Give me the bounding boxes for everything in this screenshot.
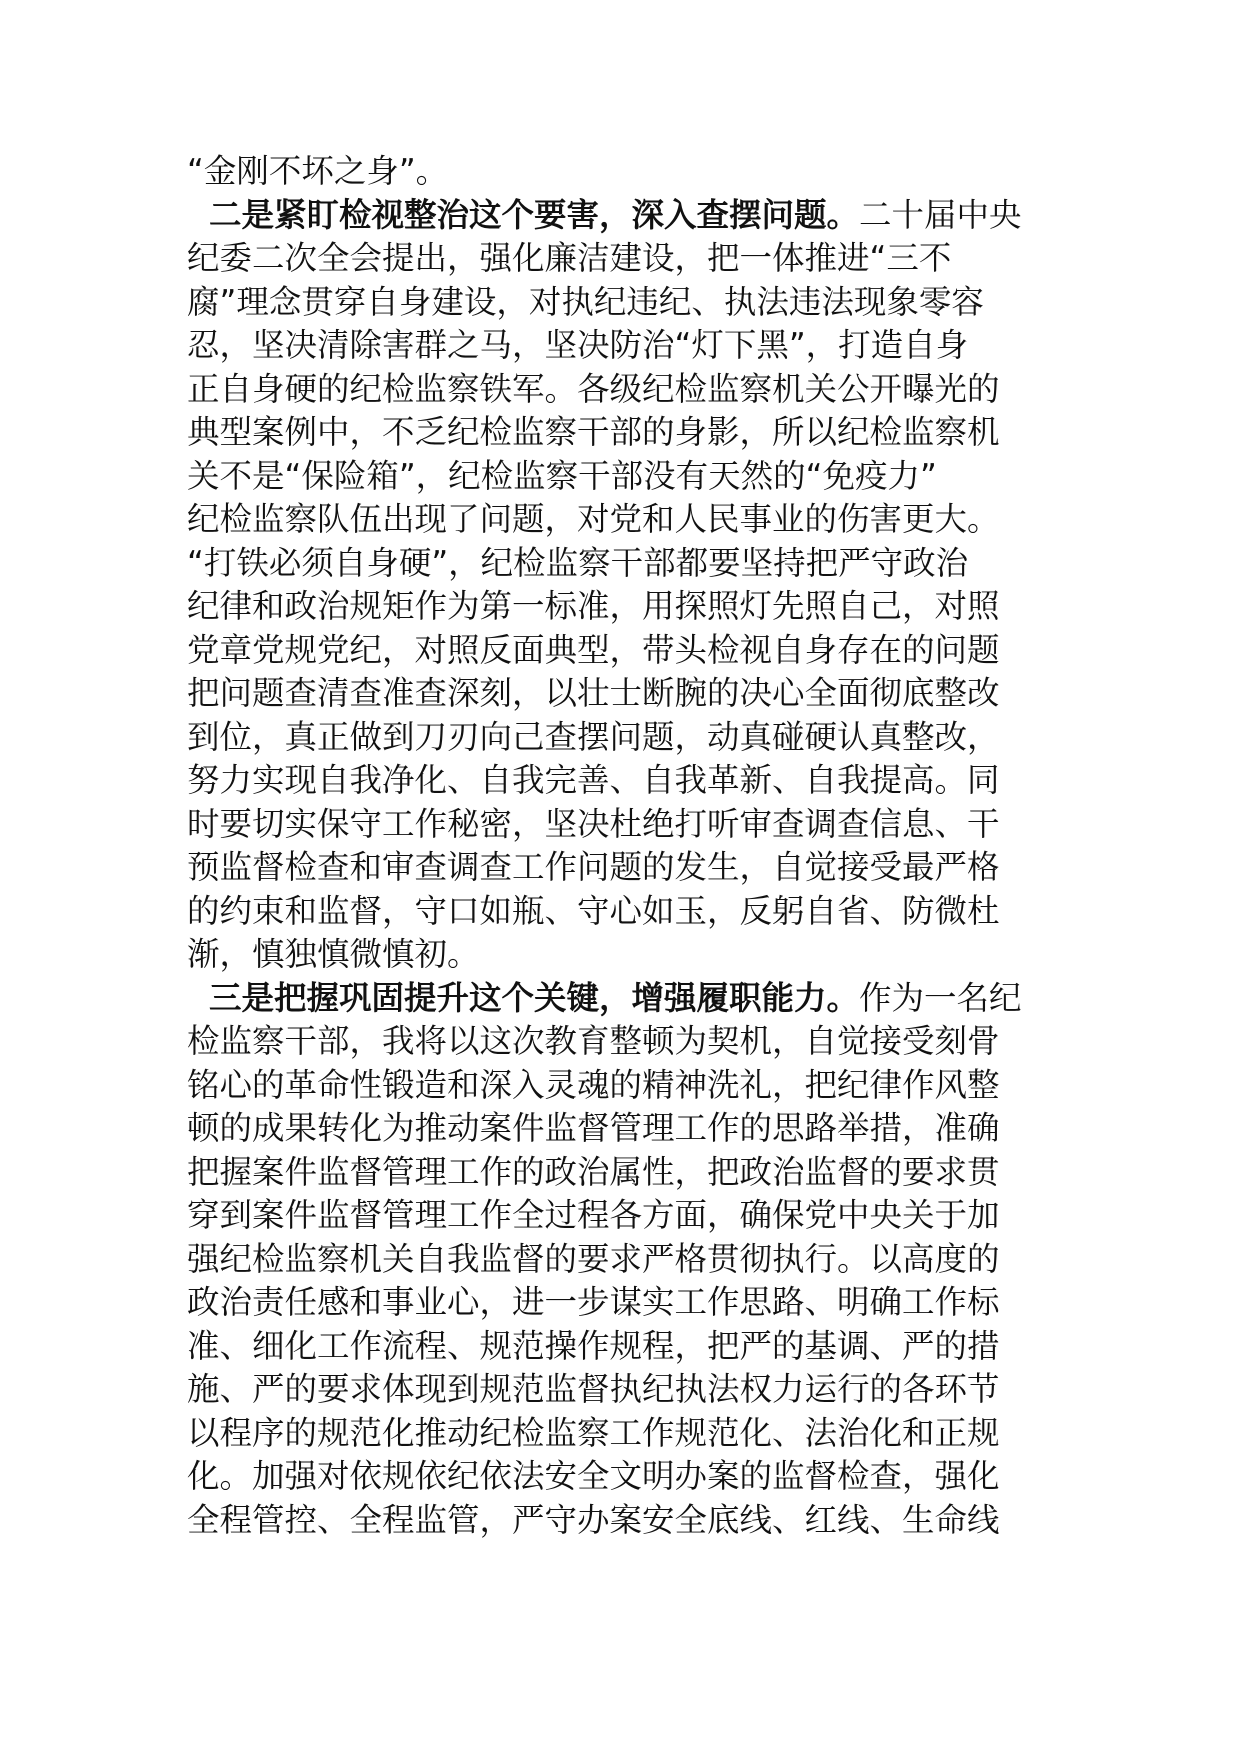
document-body	[187, 150, 1067, 1542]
line-text: “打铁必须自身硬”，纪检监察干部都要坚持把严守政治	[187, 543, 969, 582]
text-line	[187, 411, 1067, 455]
paragraph-2-heading-line	[187, 194, 1067, 238]
text-line	[187, 890, 1067, 934]
text-line	[187, 324, 1067, 368]
text-line	[187, 1281, 1067, 1325]
text-line	[187, 1020, 1067, 1064]
paragraph-3-heading-line	[187, 977, 1067, 1021]
line-text: 施、严的要求体现到规范监督执纪执法权力运行的各环节	[187, 1370, 1000, 1408]
line-text: 正自身硬的纪检监察铁军。各级纪检监察机关公开曝光的	[187, 369, 1000, 408]
text-line	[187, 1107, 1067, 1151]
line-text: 准、细化工作流程、规范操作规程，把严的基调、严的措	[187, 1326, 1000, 1365]
line-text: 顿的成果转化为推动案件监督管理工作的思路举措，准确	[187, 1109, 1000, 1147]
text-line	[187, 1499, 1067, 1543]
line-text: 时要切实保守工作秘密，坚决杜绝打听审查调查信息、干	[187, 804, 1000, 843]
text-line	[187, 498, 1067, 542]
text-line	[187, 846, 1067, 890]
line-text: 党章党规党纪，对照反面典型，带头检视自身存在的问题	[187, 630, 1000, 669]
text-line	[187, 1325, 1067, 1369]
line-text: 全程管控、全程监管，严守办案安全底线、红线、生命线	[187, 1500, 1000, 1539]
line-text: 把握案件监督管理工作的政治属性，把政治监督的要求贯	[187, 1152, 1000, 1191]
text-line	[187, 933, 1067, 977]
line-text: 穿到案件监督管理工作全过程各方面，确保党中央关于加	[187, 1196, 1000, 1234]
line-text: 化。加强对依规依纪依法安全文明办案的监督检查，强化	[187, 1457, 1000, 1495]
line-text: 腐”理念贯穿自身建设，对执纪违纪、执法违法现象零容	[187, 282, 984, 321]
line-text: 作为一名纪	[859, 978, 1022, 1017]
line-text: 忍，坚决清除害群之马，坚决防治“灯下黑”，打造自身	[187, 326, 969, 364]
line-text: 纪检监察队伍出现了问题，对党和人民事业的伤害更大。	[187, 500, 1000, 538]
paragraph-2-heading: 二是紧盯检视整治这个要害，深入查摆问题。	[209, 195, 860, 234]
line-text: 强纪检监察机关自我监督的要求严格贯彻执行。以高度的	[187, 1239, 1000, 1278]
text-line	[187, 1238, 1067, 1282]
text-line	[187, 1455, 1067, 1499]
line-text: 检监察干部，我将以这次教育整顿为契机，自觉接受刻骨	[187, 1022, 1000, 1060]
text-line	[187, 368, 1067, 412]
line-text: 努力实现自我净化、自我完善、自我革新、自我提高。同	[187, 761, 1000, 799]
line-text: “金刚不坏之身”。	[187, 152, 449, 190]
line-text: 到位，真正做到刀刃向己查摆问题，动真碰硬认真整改，	[187, 717, 1000, 756]
line-text: 的约束和监督，守口如瓶、守心如玉，反躬自省、防微杜	[187, 891, 1000, 930]
text-line	[187, 1064, 1067, 1108]
line-text: 纪委二次全会提出，强化廉洁建设，把一体推进“三不	[187, 239, 952, 277]
text-line	[187, 1151, 1067, 1195]
text-line	[187, 629, 1067, 673]
line-text: 政治责任感和事业心，进一步谋实工作思路、明确工作标	[187, 1283, 1000, 1321]
line-text: 典型案例中，不乏纪检监察干部的身影，所以纪检监察机	[187, 413, 1000, 451]
text-line	[187, 1412, 1067, 1456]
text-line	[187, 281, 1067, 325]
text-line	[187, 237, 1067, 281]
line-text: 二十届中央	[859, 195, 1022, 234]
text-line	[187, 585, 1067, 629]
line-text: 把问题查清查准查深刻，以壮士断腕的决心全面彻底整改	[187, 674, 1000, 712]
text-line	[187, 716, 1067, 760]
line-text: 纪律和政治规矩作为第一标准，用探照灯先照自己，对照	[187, 587, 1000, 625]
paragraph-3-heading: 三是把握巩固提升这个关键，增强履职能力。	[209, 978, 860, 1017]
text-line	[187, 759, 1067, 803]
line-text: 预监督检查和审查调查工作问题的发生，自觉接受最严格	[187, 848, 1000, 886]
text-line	[187, 542, 1067, 586]
line-text: 渐，慎独慎微慎初。	[187, 935, 480, 973]
text-line	[187, 1368, 1067, 1412]
line-text: 以程序的规范化推动纪检监察工作规范化、法治化和正规	[187, 1413, 1000, 1452]
line-text: 关不是“保险箱”，纪检监察干部没有天然的“免疫力”	[187, 456, 937, 495]
text-line	[187, 455, 1067, 499]
line-text: 铭心的革命性锻造和深入灵魂的精神洗礼，把纪律作风整	[187, 1065, 1000, 1104]
text-line	[187, 1194, 1067, 1238]
text-line	[187, 803, 1067, 847]
text-line	[187, 150, 1067, 194]
text-line	[187, 672, 1067, 716]
